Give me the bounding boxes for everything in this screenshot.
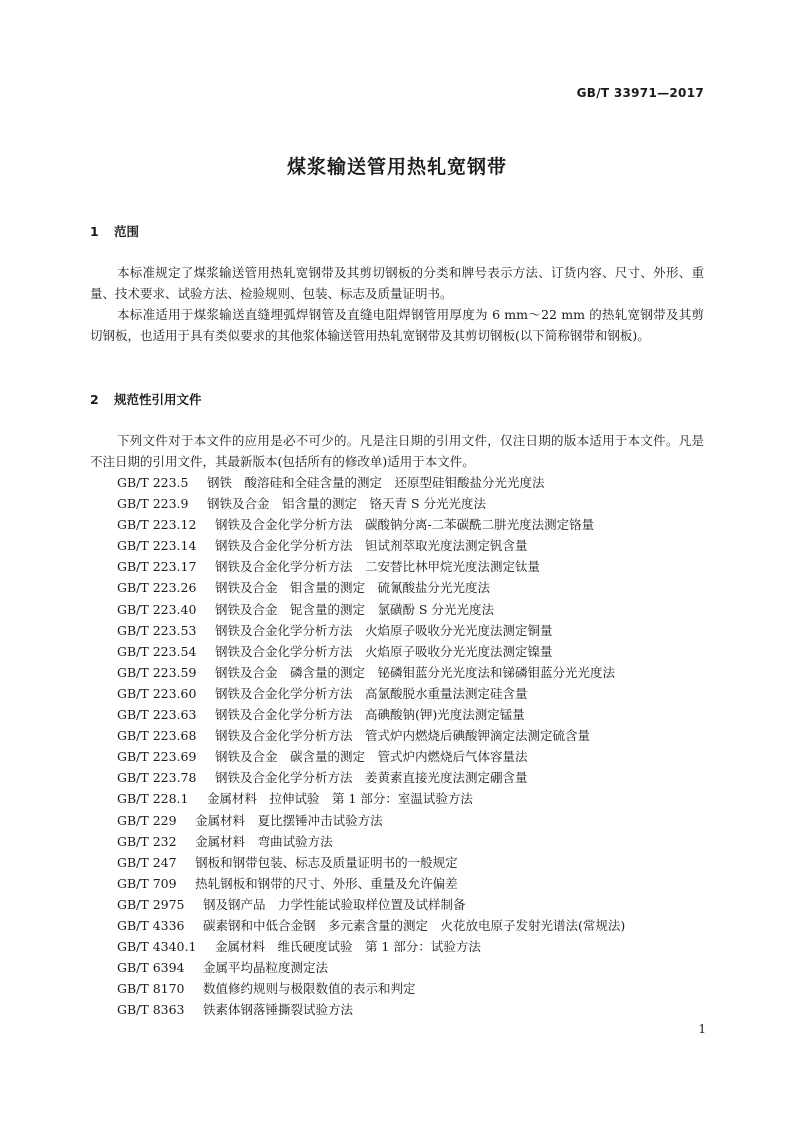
section-2-title: 规范性引用文件 [114,392,202,407]
reference-code: GB/T 223.14 [117,538,197,554]
reference-code: GB/T 709 [117,875,177,891]
reference-code: GB/T 223.17 [117,559,197,575]
reference-title: 金属平均晶粒度测定法 [203,960,329,976]
reference-item [117,788,717,809]
reference-code: GB/T 223.60 [117,685,197,701]
reference-code: GB/T 232 [117,833,177,849]
reference-code: GB/T 223.78 [117,770,197,786]
reference-item [117,683,717,704]
reference-title: 钢铁及合金化学分析方法 火焰原子吸收分光光度法测定镍量 [214,643,553,659]
reference-code: GB/T 223.54 [117,643,197,659]
reference-code: GB/T 223.53 [117,622,197,638]
reference-title: 钢铁及合金 钼含量的测定 硫氰酸盐分光光度法 [214,580,490,596]
reference-title: 钢铁及合金化学分析方法 碳酸钠分离-二苯碳酰二肼光度法测定铬量 [214,517,595,533]
standard-code: GB/T 33971—2017 [576,86,704,100]
document-title: 煤浆输送管用热轧宽钢带 [286,156,507,178]
reference-title: 碳素钢和中低合金钢 多元素含量的测定 火花放电原子发射光谱法(常规法) [203,917,626,933]
reference-item [117,936,717,957]
reference-title: 钢板和钢带包装、标志及质量证明书的一般规定 [195,854,458,870]
section-1-title: 范围 [114,224,140,239]
reference-item [117,704,717,725]
reference-code: GB/T 229 [117,812,177,828]
reference-item [117,472,717,493]
reference-title: 金属材料 拉伸试验 第 1 部分：室温试验方法 [207,791,473,807]
reference-code: GB/T 4340.1 [117,939,197,955]
reference-code: GB/T 223.26 [117,580,197,596]
section-1-number: 1 [90,224,99,239]
reference-code: GB/T 6394 [117,960,185,976]
reference-item [117,810,717,831]
reference-title: 钢铁及合金化学分析方法 管式炉内燃烧后碘酸钾滴定法测定硫含量 [214,728,590,744]
reference-title: 钢铁及合金化学分析方法 高碘酸钠(钾)光度法测定锰量 [214,707,525,723]
reference-item [117,662,717,683]
reference-title: 数值修约规则与极限数值的表示和判定 [203,981,416,997]
reference-title: 钢铁及合金 磷含量的测定 铋磷钼蓝分光光度法和锑磷钼蓝分光光度法 [214,664,615,680]
reference-title: 铁素体钢落锤撕裂试验方法 [203,1002,354,1018]
reference-title: 钢铁及合金化学分析方法 姜黄素直接光度法测定硼含量 [214,770,528,786]
scope-paragraph-1: 本标准规定了煤浆输送管用热轧宽钢带及其剪切钢板的分类和牌号表示方法、订货内容、尺寸、外形、重量、技术要求、试验方法、检验规则、包装、标志及质量证明书。 [90,265,704,301]
reference-item [117,493,717,514]
reference-item [117,577,717,598]
reference-item [117,831,717,852]
reference-title: 金属材料 维氏硬度试验 第 1 部分：试验方法 [214,939,481,955]
reference-item [117,620,717,641]
section-1-heading [90,222,139,240]
reference-title: 热轧钢板和钢带的尺寸、外形、重量及允许偏差 [195,875,458,891]
reference-title: 钢铁及合金 铝含量的测定 铬天青 S 分光光度法 [207,496,487,512]
reference-item [117,978,717,999]
reference-title: 钢铁及合金化学分析方法 二安替比林甲烷光度法测定钛量 [214,559,540,575]
reference-item [117,767,717,788]
page-number: 1 [698,1022,706,1036]
reference-code: GB/T 223.5 [117,475,189,490]
reference-item [117,556,717,577]
reference-item [117,746,717,767]
reference-code: GB/T 228.1 [117,791,189,807]
reference-code: GB/T 4336 [117,917,185,933]
reference-item [117,999,717,1020]
reference-code: GB/T 247 [117,854,177,870]
reference-title: 钢铁及合金 碳含量的测定 管式炉内燃烧后气体容量法 [214,749,528,765]
reference-title: 钢铁及合金化学分析方法 高氯酸脱水重量法测定硅含量 [214,685,528,701]
reference-item [117,599,717,620]
references-intro: 下列文件对于本文件的应用是必不可少的。凡是注日期的引用文件，仅注日期的版本适用于本文件。凡是不注日期的引用文件，其最新版本(包括所有的修改单)适用于本文件。 [90,433,704,469]
section-2-heading [90,390,202,408]
reference-item [117,873,717,894]
reference-code: GB/T 223.12 [117,517,197,533]
reference-item [117,535,717,556]
reference-item [117,852,717,873]
reference-title: 钢铁 酸溶硅和全硅含量的测定 还原型硅钼酸盐分光光度法 [207,475,545,490]
reference-title: 钢铁及合金化学分析方法 火焰原子吸收分光光度法测定铜量 [214,622,553,638]
reference-code: GB/T 223.68 [117,728,197,744]
reference-item [117,725,717,746]
reference-title: 钢铁及合金 铌含量的测定 氯磺酚 S 分光光度法 [214,601,494,617]
reference-title: 金属材料 夏比摆锤冲击试验方法 [195,812,383,828]
reference-item [117,894,717,915]
reference-item [117,915,717,936]
reference-title: 金属材料 弯曲试验方法 [195,833,333,849]
reference-code: GB/T 223.59 [117,664,197,680]
reference-code: GB/T 8363 [117,1002,185,1018]
section-2-number: 2 [90,392,99,407]
reference-title: 钢及钢产品 力学性能试验取样位置及试样制备 [203,896,466,912]
reference-code: GB/T 2975 [117,896,185,912]
reference-item [117,641,717,662]
reference-title: 钢铁及合金化学分析方法 钽试剂萃取光度法测定钒含量 [214,538,528,554]
reference-code: GB/T 223.63 [117,707,197,723]
reference-code: GB/T 223.69 [117,749,197,765]
reference-code: GB/T 223.9 [117,496,189,512]
reference-code: GB/T 223.40 [117,601,197,617]
reference-code: GB/T 8170 [117,981,185,997]
reference-list [117,472,717,1020]
reference-item [117,514,717,535]
reference-item [117,957,717,978]
scope-paragraph-2: 本标准适用于煤浆输送直缝埋弧焊钢管及直缝电阻焊钢管用厚度为 6 mm～22 mm 的热轧宽钢带及其剪切钢板，也适用于具有类似要求的其他浆体输送管用热轧宽钢带及其剪切钢板(以下简称钢带和钢板)。 [90,307,704,343]
